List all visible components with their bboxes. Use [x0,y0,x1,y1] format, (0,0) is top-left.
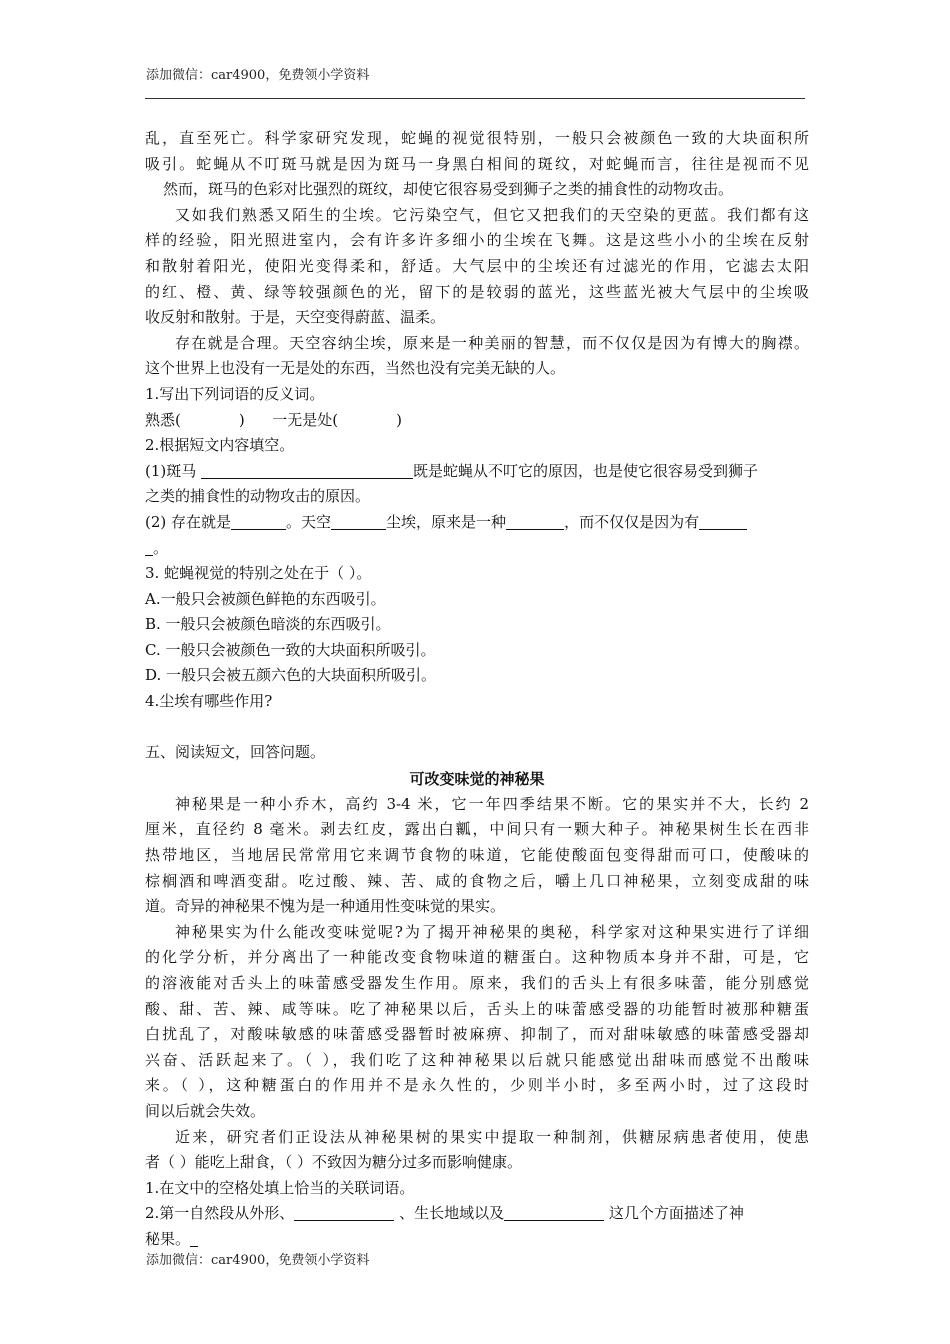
passage-line: 收反射和散射。于是，天空变得蔚蓝、温柔。 [145,308,446,327]
q2-2-d: ，而不仅仅是因为有 [564,512,700,531]
passage-line: 兴奋、活跃起来了。（ ），我们吃了这种神秘果以后就只能感觉出甜味而感觉不出酸味 [145,1050,809,1069]
page-header: 添加微信：car4900，免费领小学资料 [146,68,370,83]
q2-2-a: (2) 存在就是 [145,512,232,531]
passage-line: 者（ ）能吃上甜食，（ ）不致因为糖分过多而影响健康。 [145,1153,523,1172]
answer-blank[interactable] [201,462,413,479]
q5-2-a: 2.第一自然段从外形、 [145,1204,295,1223]
option-c: C. 一般只会被颜色一致的大块面积所吸引。 [145,640,436,659]
section-5-heading: 五、阅读短文，回答问题。 [145,743,326,762]
answer-blank[interactable] [294,1204,394,1221]
question-4: 4.尘埃有哪些作用? [145,692,273,711]
answer-blank[interactable] [699,513,747,530]
question-1: 1.写出下列词语的反义词。 [145,384,325,403]
question-2: 2.根据短文内容填空。 [145,436,295,455]
question-2-1-cont: 之类的捕食性的动物攻击的原因。 [145,487,371,506]
question-5-1: 1.在文中的空格处填上恰当的关联词语。 [145,1178,415,1197]
passage-line: 的红、橙、黄、绿等较强颜色的光，留下的是较弱的蓝光，这些蓝光被大气层中的尘埃吸 [145,282,809,301]
passage-line: 乱，直至死亡。科学家研究发现，蛇蝇的视觉很特别，一般只会被颜色一致的大块面积所 [145,129,809,147]
antonym-close-2: ) [396,410,402,429]
answer-blank[interactable] [145,539,153,556]
question-2-2-cont [145,536,809,562]
passage-line: 近来，研究者们正设法从神秘果树的果实中提取一种制剂，供糖尿病患者使用，使患 [175,1127,809,1146]
passage-line: 神秘果实为什么能改变味觉呢?为了揭开神秘果的奥秘，科学家对这种果实进行了详细 [175,922,809,941]
passage-title: 可改变味觉的神秘果 [409,769,545,788]
passage-line: 存在就是合理。天空容纳尘埃，原来是一种美丽的智慧，而不仅仅是因为有博大的胸襟。 [175,333,809,352]
passage-line: 又如我们熟悉又陌生的尘埃。它污染空气，但它又把我们的天空染的更蓝。我们都有这 [175,205,809,224]
passage-line: 间以后就会失效。 [145,1101,266,1120]
document-body [145,126,809,1253]
q5-2-c: 这几个方面描述了神 [608,1204,744,1223]
passage-line: 然而，斑马的色彩对比强烈的斑纹，却使它很容易受到狮子之类的捕食性的动物攻击。 [163,180,734,199]
passage-line: 和散射着阳光，使阳光变得柔和，舒适。大气层中的尘埃还有过滤光的作用，它滤去太阳 [145,256,809,275]
option-a: A.一般只会被颜色鲜艳的东西吸引。 [145,589,386,608]
option-d: D. 一般只会被五颜六色的大块面积所吸引。 [145,666,437,685]
passage-line: 道。奇异的神秘果不愧为是一种通用性变味觉的果实。 [145,897,506,916]
q5-2-end: 秘果。 [145,1229,191,1248]
option-b: B. 一般只会被颜色暗淡的东西吸引。 [145,615,391,634]
passage-line: 酸、甜、苦、辣、咸等味。吃了神秘果以后，舌头上的味蕾感受器的功能暂时被那种糖蛋 [145,999,809,1018]
answer-blank[interactable] [331,513,386,530]
q2-1-prefix: (1)斑马 [145,461,197,480]
passage-line: 神秘果是一种小乔木，高约 3-4 米，它一年四季结果不断。它的果实并不大，长约 2 [175,794,809,813]
antonym-word-1: 熟悉( [145,410,181,429]
q2-2-end: 。 [153,538,169,557]
passage-line: 这个世界上也没有一无是处的东西，当然也没有完美无缺的人。 [145,359,566,378]
antonym-word-2: 一无是处( [272,410,339,429]
answer-blank[interactable] [506,513,564,530]
q2-1-suffix: 既是蛇蝇从不叮它的原因，也是使它很容易受到狮子 [413,461,759,480]
q2-2-c: 尘埃，原来是一种 [386,512,507,531]
passage-line: 热带地区，当地居民常常用它来调节食物的味道，它能使酸面包变得甜而可口，使酸味的 [145,846,809,865]
question-5-2 [145,1201,809,1227]
q2-2-b: 。天空 [286,512,332,531]
question-2-2 [145,510,809,536]
passage-line: 来。（ ），这种糖蛋白的作用并不是永久性的，少则半小时，多至两小时，过了这段时 [145,1076,809,1095]
passage-line: 吸引。蛇蝇从不叮斑马就是因为斑马一身黑白相间的斑纹，对蛇蝇而言，往往是视而不见 [145,154,809,173]
spacer [145,715,809,741]
passage-line: 样的经验，阳光照进室内，会有许多许多细小的尘埃在飞舞。这是这些小小的尘埃在反射 [145,231,809,250]
page-footer: 添加微信：car4900，免费领小学资料 [146,1253,370,1268]
q5-2-b: 、生长地域以及 [399,1204,505,1223]
answer-blank[interactable] [231,513,286,530]
passage-line: 的化学分析，并分离出了一种能改变食物味道的糖蛋白。这种物质本身并不甜，可是，它 [145,948,809,967]
answer-blank[interactable] [504,1204,604,1221]
antonym-row [145,408,809,434]
answer-blank[interactable] [190,1230,198,1247]
header-divider [145,98,805,99]
passage-line: 的溶液能对舌头上的味蕾感受器发生作用。原来，我们的舌头上有很多味蕾，能分别感觉 [145,974,809,992]
passage-line: 棕榈酒和啤酒变甜。吃过酸、辣、苦、咸的食物之后，嚼上几口神秘果，立刻变成甜的味 [145,871,809,890]
passage-line: 白扰乱了，对酸味敏感的味蕾感受器暂时被麻痹、抑制了，而对甜味敏感的味蕾感受器却 [145,1025,809,1044]
question-2-1 [145,459,809,485]
antonym-close-1: ) [238,410,245,429]
passage-line: 厘米，直径约 8 毫米。剥去红皮，露出白瓤，中间只有一颗大种子。神秘果树生长在西非 [145,820,809,839]
question-3: 3. 蛇蝇视觉的特别之处在于（ ）。 [145,564,372,583]
